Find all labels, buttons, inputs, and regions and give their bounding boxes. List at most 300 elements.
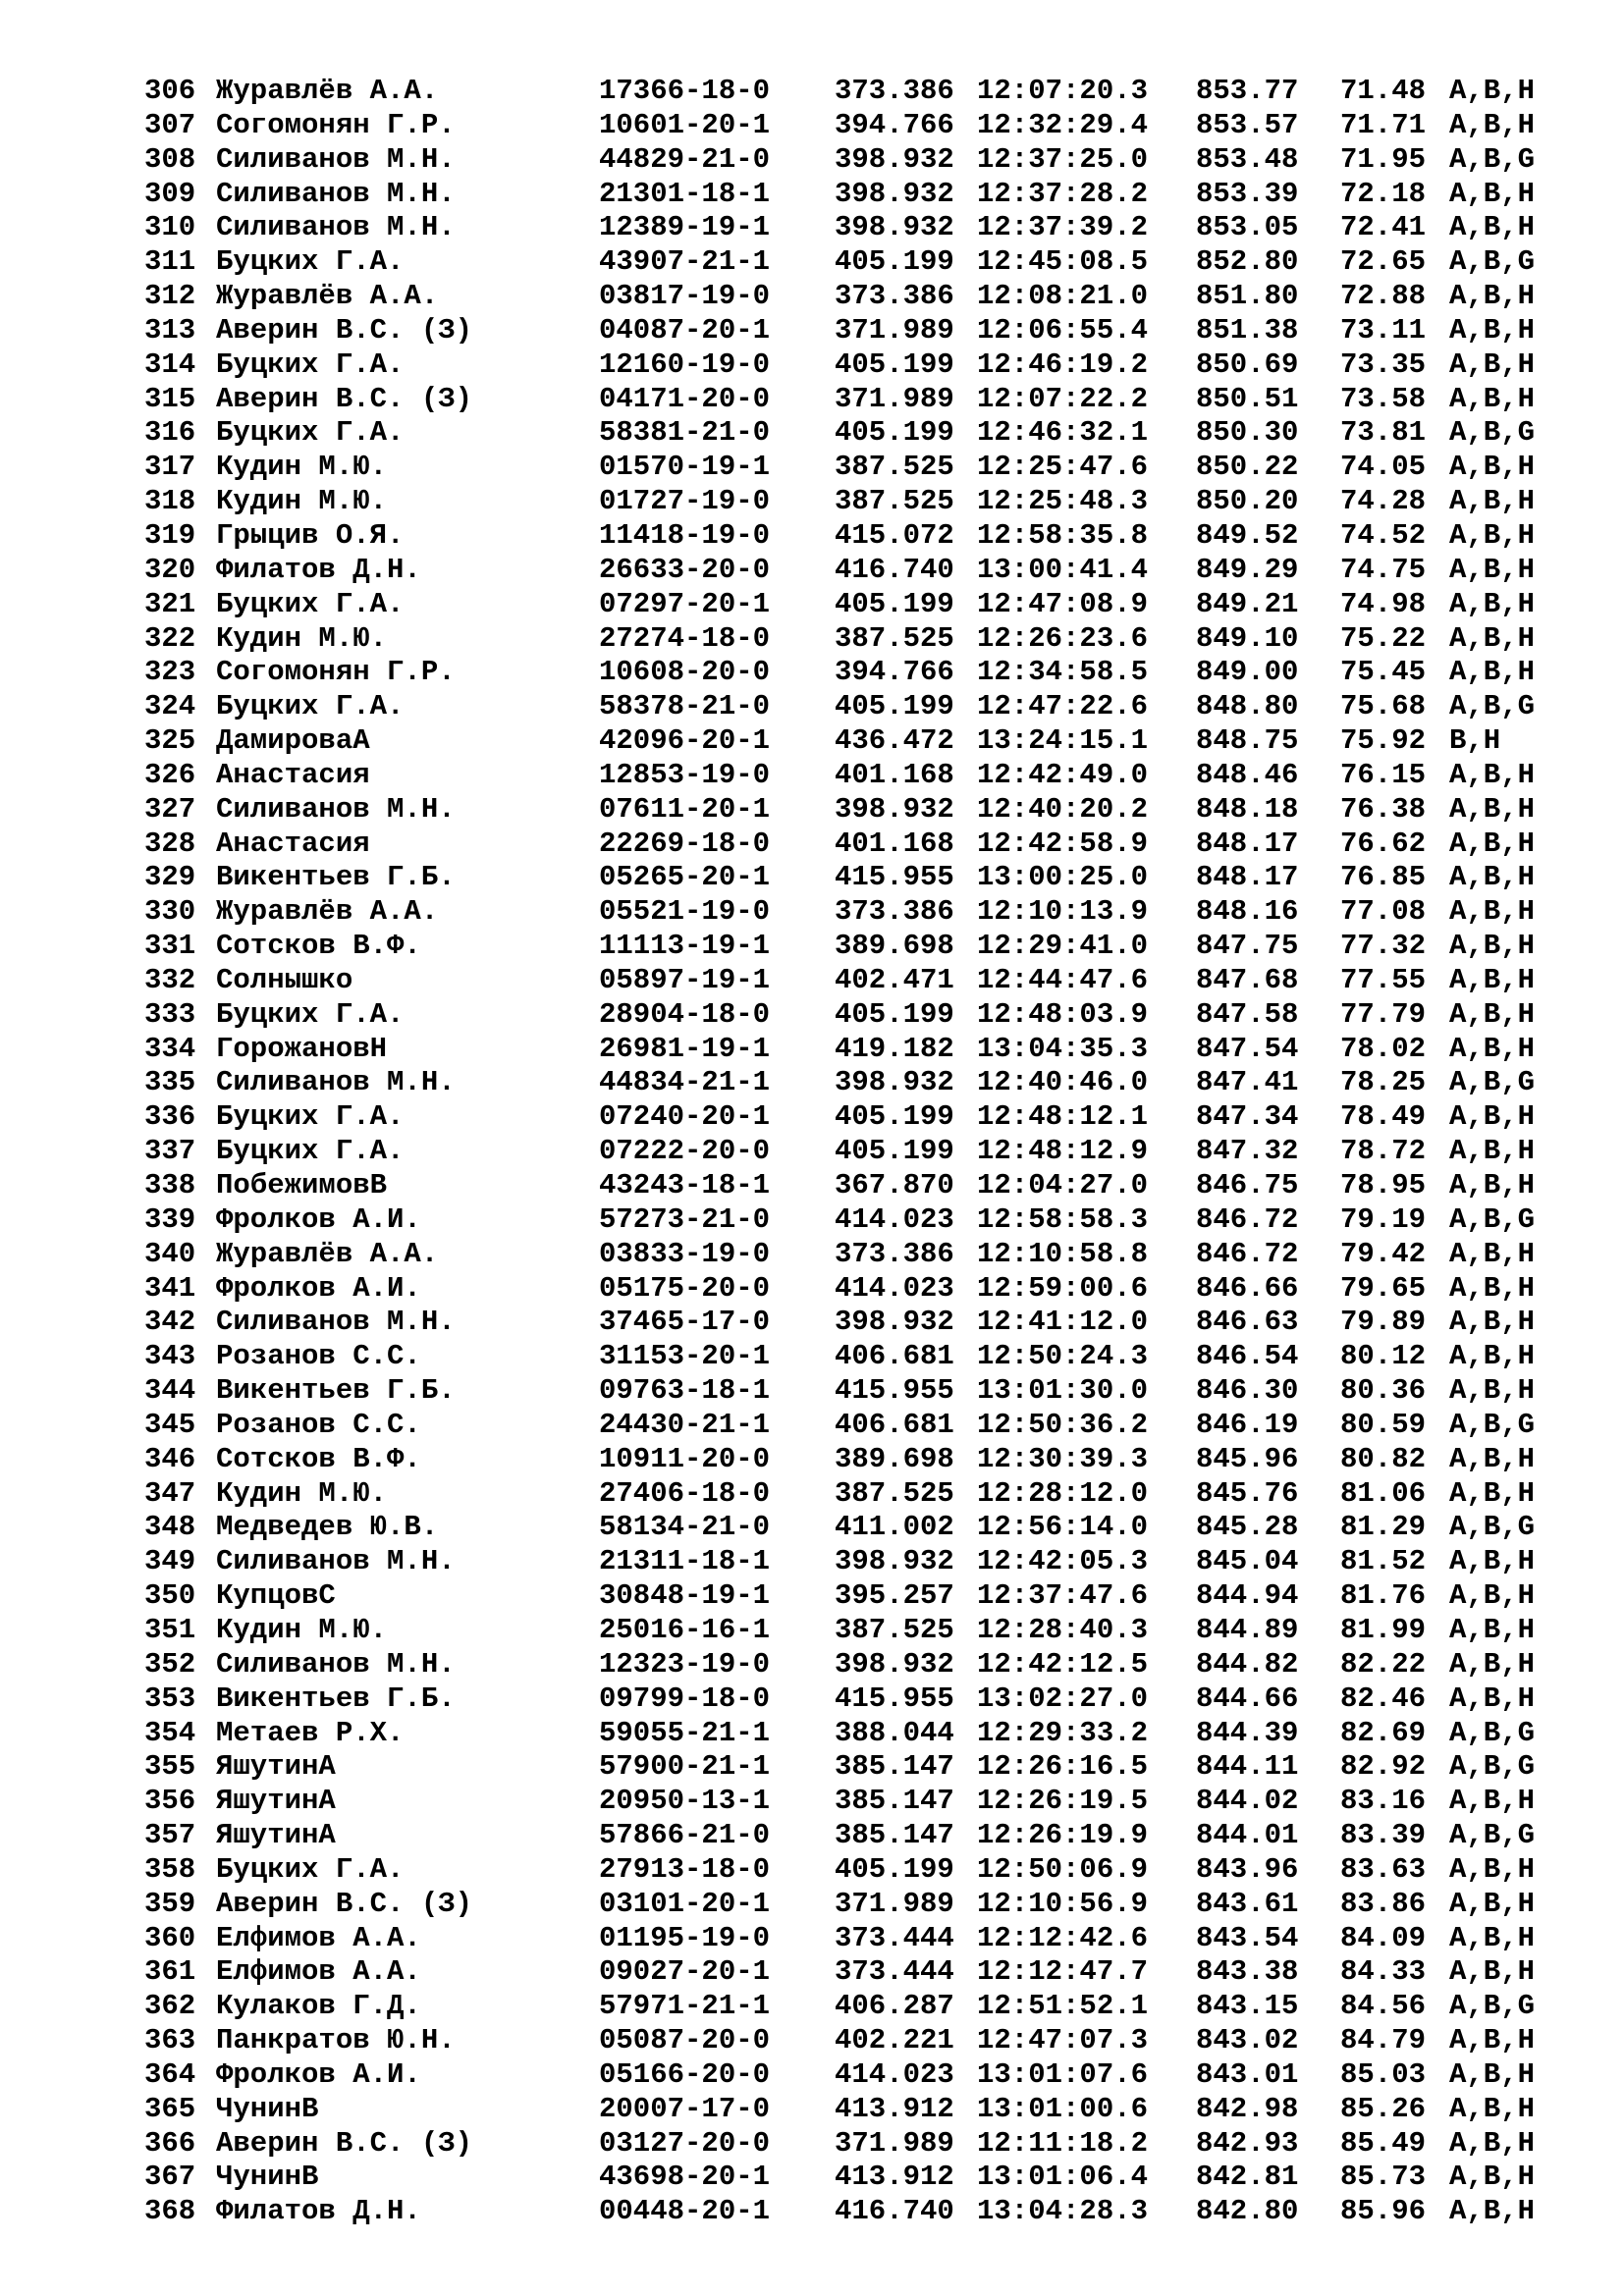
arrival-time-cell: 12:46:32.1 [977, 416, 1149, 450]
rank-cell: 354 [144, 1716, 196, 1749]
ring-number-cell: 20007-17-0 [599, 2092, 771, 2125]
ring-number-cell: 43907-21-1 [599, 245, 771, 279]
category-cell: A,B,H [1449, 1887, 1536, 1920]
fancier-name-cell: Розанов С.С. [216, 1408, 421, 1441]
ring-number-cell: 05265-20-1 [599, 861, 771, 894]
coefficient-cell: 76.62 [1340, 827, 1427, 860]
arrival-time-cell: 13:00:41.4 [977, 553, 1149, 586]
fancier-name-cell: Аверин В.С. (З) [216, 382, 473, 415]
result-row [144, 485, 1567, 519]
rank-cell: 310 [144, 211, 196, 244]
arrival-time-cell: 13:01:07.6 [977, 2057, 1149, 2091]
result-row [144, 895, 1567, 930]
arrival-time-cell: 12:42:58.9 [977, 827, 1149, 860]
fancier-name-cell: ПобежимовВ [216, 1169, 388, 1201]
ring-number-cell: 27913-18-0 [599, 1852, 771, 1886]
arrival-time-cell: 12:48:12.9 [977, 1135, 1149, 1168]
distance-cell: 387.525 [835, 1613, 954, 1646]
category-cell: A,B,H [1449, 1785, 1536, 1818]
distance-cell: 414.023 [835, 1202, 954, 1236]
arrival-time-cell: 13:04:35.3 [977, 1032, 1149, 1065]
speed-cell: 847.32 [1196, 1135, 1299, 1168]
arrival-time-cell: 12:26:23.6 [977, 621, 1149, 655]
category-cell: A,B,H [1449, 861, 1536, 894]
category-cell: A,B,H [1449, 2126, 1536, 2160]
rank-cell: 322 [144, 621, 196, 655]
rank-cell: 348 [144, 1511, 196, 1544]
rank-cell: 321 [144, 587, 196, 620]
coefficient-cell: 73.81 [1340, 416, 1427, 450]
fancier-name-cell: ЯшутинА [216, 1785, 336, 1818]
distance-cell: 388.044 [835, 1716, 954, 1749]
category-cell: A,B,H [1449, 1271, 1536, 1305]
fancier-name-cell: Филатов Д.Н. [216, 553, 421, 586]
result-row [144, 861, 1567, 895]
category-cell: A,B,G [1449, 1750, 1536, 1784]
ring-number-cell: 09799-18-0 [599, 1682, 771, 1715]
speed-cell: 848.46 [1196, 758, 1299, 791]
coefficient-cell: 84.09 [1340, 1921, 1427, 1954]
arrival-time-cell: 12:58:35.8 [977, 518, 1149, 552]
ring-number-cell: 24430-21-1 [599, 1408, 771, 1441]
coefficient-cell: 81.76 [1340, 1579, 1427, 1613]
distance-cell: 406.681 [835, 1408, 954, 1441]
distance-cell: 411.002 [835, 1511, 954, 1544]
fancier-name-cell: Аверин В.С. (З) [216, 2126, 473, 2160]
ring-number-cell: 05166-20-0 [599, 2057, 771, 2091]
coefficient-cell: 83.39 [1340, 1819, 1427, 1852]
category-cell: A,B,H [1449, 280, 1536, 313]
category-cell: B,H [1449, 724, 1501, 758]
speed-cell: 846.63 [1196, 1306, 1299, 1339]
coefficient-cell: 74.28 [1340, 485, 1427, 518]
coefficient-cell: 79.65 [1340, 1271, 1427, 1305]
category-cell: A,B,H [1449, 108, 1536, 141]
speed-cell: 843.38 [1196, 1955, 1299, 1989]
distance-cell: 405.199 [835, 1135, 954, 1168]
arrival-time-cell: 12:25:47.6 [977, 451, 1149, 484]
speed-cell: 844.02 [1196, 1785, 1299, 1818]
fancier-name-cell: ЧунинВ [216, 2161, 319, 2194]
fancier-name-cell: Силиванов М.Н. [216, 792, 456, 826]
arrival-time-cell: 12:50:24.3 [977, 1340, 1149, 1373]
category-cell: A,B,H [1449, 518, 1536, 552]
coefficient-cell: 82.22 [1340, 1647, 1427, 1681]
ring-number-cell: 27406-18-0 [599, 1476, 771, 1510]
arrival-time-cell: 12:37:25.0 [977, 142, 1149, 176]
fancier-name-cell: Сотсков В.Ф. [216, 930, 421, 963]
result-row [144, 1511, 1567, 1545]
speed-cell: 853.39 [1196, 177, 1299, 210]
distance-cell: 387.525 [835, 1476, 954, 1510]
rank-cell: 326 [144, 758, 196, 791]
speed-cell: 847.68 [1196, 963, 1299, 996]
ring-number-cell: 11113-19-1 [599, 930, 771, 963]
distance-cell: 387.525 [835, 621, 954, 655]
category-cell: A,B,H [1449, 656, 1536, 689]
result-row [144, 1272, 1567, 1307]
ring-number-cell: 12160-19-0 [599, 347, 771, 381]
distance-cell: 415.955 [835, 861, 954, 894]
arrival-time-cell: 13:04:28.3 [977, 2195, 1149, 2228]
ring-number-cell: 42096-20-1 [599, 724, 771, 758]
fancier-name-cell: Силиванов М.Н. [216, 1066, 456, 1099]
fancier-name-cell: Елфимов А.А. [216, 1955, 421, 1989]
speed-cell: 853.05 [1196, 211, 1299, 244]
speed-cell: 842.81 [1196, 2161, 1299, 2194]
rank-cell: 306 [144, 75, 196, 107]
distance-cell: 416.740 [835, 2195, 954, 2228]
result-row [144, 1374, 1567, 1409]
rank-cell: 316 [144, 416, 196, 450]
fancier-name-cell: Кудин М.Ю. [216, 1476, 388, 1510]
arrival-time-cell: 13:01:00.6 [977, 2092, 1149, 2125]
category-cell: A,B,H [1449, 1032, 1536, 1065]
coefficient-cell: 81.52 [1340, 1545, 1427, 1578]
distance-cell: 405.199 [835, 587, 954, 620]
result-row [144, 622, 1567, 657]
distance-cell: 415.955 [835, 1682, 954, 1715]
result-row [144, 690, 1567, 724]
speed-cell: 853.77 [1196, 75, 1299, 107]
distance-cell: 415.955 [835, 1374, 954, 1408]
arrival-time-cell: 12:26:16.5 [977, 1750, 1149, 1784]
coefficient-cell: 84.56 [1340, 1990, 1427, 2023]
coefficient-cell: 84.79 [1340, 2024, 1427, 2057]
speed-cell: 845.76 [1196, 1476, 1299, 1510]
result-row [144, 1203, 1567, 1238]
coefficient-cell: 76.15 [1340, 758, 1427, 791]
arrival-time-cell: 12:37:39.2 [977, 211, 1149, 244]
category-cell: A,B,H [1449, 1647, 1536, 1681]
ring-number-cell: 07297-20-1 [599, 587, 771, 620]
coefficient-cell: 75.45 [1340, 656, 1427, 689]
speed-cell: 846.75 [1196, 1169, 1299, 1201]
fancier-name-cell: Фролков А.И. [216, 1271, 421, 1305]
fancier-name-cell: Викентьев Г.Б. [216, 1374, 456, 1408]
coefficient-cell: 72.41 [1340, 211, 1427, 244]
fancier-name-cell: Филатов Д.Н. [216, 2195, 421, 2228]
rank-cell: 332 [144, 963, 196, 996]
coefficient-cell: 74.52 [1340, 518, 1427, 552]
result-row [144, 1443, 1567, 1477]
rank-cell: 311 [144, 245, 196, 279]
fancier-name-cell: Буцких Г.А. [216, 347, 405, 381]
category-cell: A,B,H [1449, 963, 1536, 996]
result-row [144, 451, 1567, 485]
rank-cell: 340 [144, 1237, 196, 1270]
distance-cell: 398.932 [835, 211, 954, 244]
arrival-time-cell: 12:10:56.9 [977, 1887, 1149, 1920]
fancier-name-cell: Согомонян Г.Р. [216, 656, 456, 689]
rank-cell: 334 [144, 1032, 196, 1065]
coefficient-cell: 75.92 [1340, 724, 1427, 758]
distance-cell: 398.932 [835, 142, 954, 176]
ring-number-cell: 21311-18-1 [599, 1545, 771, 1578]
coefficient-cell: 72.65 [1340, 245, 1427, 279]
fancier-name-cell: Буцких Г.А. [216, 1100, 405, 1134]
result-row [144, 211, 1567, 245]
coefficient-cell: 84.33 [1340, 1955, 1427, 1989]
coefficient-cell: 83.63 [1340, 1852, 1427, 1886]
rank-cell: 331 [144, 930, 196, 963]
distance-cell: 405.199 [835, 347, 954, 381]
category-cell: A,B,G [1449, 416, 1536, 450]
speed-cell: 849.29 [1196, 553, 1299, 586]
distance-cell: 371.989 [835, 382, 954, 415]
ring-number-cell: 05897-19-1 [599, 963, 771, 996]
ring-number-cell: 03817-19-0 [599, 280, 771, 313]
fancier-name-cell: ДамироваА [216, 724, 370, 758]
ring-number-cell: 09027-20-1 [599, 1955, 771, 1989]
result-row [144, 1614, 1567, 1648]
coefficient-cell: 75.22 [1340, 621, 1427, 655]
arrival-time-cell: 12:37:28.2 [977, 177, 1149, 210]
rank-cell: 338 [144, 1169, 196, 1201]
ring-number-cell: 57866-21-0 [599, 1819, 771, 1852]
distance-cell: 416.740 [835, 553, 954, 586]
speed-cell: 843.02 [1196, 2024, 1299, 2057]
category-cell: A,B,G [1449, 1819, 1536, 1852]
coefficient-cell: 83.16 [1340, 1785, 1427, 1818]
rank-cell: 307 [144, 108, 196, 141]
coefficient-cell: 79.89 [1340, 1306, 1427, 1339]
fancier-name-cell: Силиванов М.Н. [216, 1647, 456, 1681]
fancier-name-cell: Буцких Г.А. [216, 690, 405, 723]
ring-number-cell: 04171-20-0 [599, 382, 771, 415]
category-cell: A,B,H [1449, 2161, 1536, 2194]
result-row [144, 1066, 1567, 1100]
coefficient-cell: 74.05 [1340, 451, 1427, 484]
arrival-time-cell: 12:51:52.1 [977, 1990, 1149, 2023]
speed-cell: 848.17 [1196, 861, 1299, 894]
category-cell: A,B,H [1449, 758, 1536, 791]
ring-number-cell: 03127-20-0 [599, 2126, 771, 2160]
arrival-time-cell: 12:41:12.0 [977, 1306, 1149, 1339]
result-row [144, 828, 1567, 862]
rank-cell: 317 [144, 451, 196, 484]
result-row [144, 759, 1567, 793]
category-cell: A,B,H [1449, 347, 1536, 381]
speed-cell: 846.30 [1196, 1374, 1299, 1408]
ring-number-cell: 43698-20-1 [599, 2161, 771, 2194]
speed-cell: 847.41 [1196, 1066, 1299, 1099]
distance-cell: 414.023 [835, 2057, 954, 2091]
fancier-name-cell: Анастасия [216, 758, 370, 791]
rank-cell: 328 [144, 827, 196, 860]
speed-cell: 847.34 [1196, 1100, 1299, 1134]
ring-number-cell: 12323-19-0 [599, 1647, 771, 1681]
category-cell: A,B,H [1449, 895, 1536, 929]
distance-cell: 385.147 [835, 1750, 954, 1784]
fancier-name-cell: ЯшутинА [216, 1750, 336, 1784]
arrival-time-cell: 12:12:47.7 [977, 1955, 1149, 1989]
fancier-name-cell: Согомонян Г.Р. [216, 108, 456, 141]
speed-cell: 850.30 [1196, 416, 1299, 450]
category-cell: A,B,G [1449, 1066, 1536, 1099]
ring-number-cell: 17366-18-0 [599, 75, 771, 107]
result-row [144, 1238, 1567, 1272]
category-cell: A,B,H [1449, 1374, 1536, 1408]
speed-cell: 844.66 [1196, 1682, 1299, 1715]
rank-cell: 368 [144, 2195, 196, 2228]
ring-number-cell: 01195-19-0 [599, 1921, 771, 1954]
fancier-name-cell: Буцких Г.А. [216, 1852, 405, 1886]
fancier-name-cell: Елфимов А.А. [216, 1921, 421, 1954]
result-row [144, 1100, 1567, 1135]
ring-number-cell: 57971-21-1 [599, 1990, 771, 2023]
distance-cell: 405.199 [835, 416, 954, 450]
speed-cell: 846.54 [1196, 1340, 1299, 1373]
speed-cell: 845.28 [1196, 1511, 1299, 1544]
ring-number-cell: 00448-20-1 [599, 2195, 771, 2228]
arrival-time-cell: 12:42:12.5 [977, 1647, 1149, 1681]
arrival-time-cell: 12:37:47.6 [977, 1579, 1149, 1613]
rank-cell: 364 [144, 2057, 196, 2091]
result-row [144, 1717, 1567, 1751]
coefficient-cell: 83.86 [1340, 1887, 1427, 1920]
ring-number-cell: 01570-19-1 [599, 451, 771, 484]
fancier-name-cell: Кудин М.Ю. [216, 1613, 388, 1646]
rank-cell: 323 [144, 656, 196, 689]
result-row [144, 280, 1567, 314]
rank-cell: 324 [144, 690, 196, 723]
ring-number-cell: 28904-18-0 [599, 997, 771, 1031]
fancier-name-cell: Викентьев Г.Б. [216, 861, 456, 894]
category-cell: A,B,H [1449, 1613, 1536, 1646]
speed-cell: 846.66 [1196, 1271, 1299, 1305]
category-cell: A,B,H [1449, 211, 1536, 244]
result-row [144, 554, 1567, 588]
speed-cell: 849.10 [1196, 621, 1299, 655]
ring-number-cell: 21301-18-1 [599, 177, 771, 210]
fancier-name-cell: Журавлёв А.А. [216, 895, 439, 929]
result-row [144, 998, 1567, 1033]
distance-cell: 398.932 [835, 1066, 954, 1099]
distance-cell: 373.386 [835, 75, 954, 107]
arrival-time-cell: 12:29:41.0 [977, 930, 1149, 963]
arrival-time-cell: 12:12:42.6 [977, 1921, 1149, 1954]
arrival-time-cell: 12:40:20.2 [977, 792, 1149, 826]
arrival-time-cell: 13:24:15.1 [977, 724, 1149, 758]
category-cell: A,B,H [1449, 1852, 1536, 1886]
arrival-time-cell: 12:42:05.3 [977, 1545, 1149, 1578]
ring-number-cell: 37465-17-0 [599, 1306, 771, 1339]
coefficient-cell: 77.79 [1340, 997, 1427, 1031]
result-row [144, 1135, 1567, 1169]
arrival-time-cell: 12:50:36.2 [977, 1408, 1149, 1441]
rank-cell: 363 [144, 2024, 196, 2057]
result-row [144, 109, 1567, 143]
arrival-time-cell: 12:26:19.5 [977, 1785, 1149, 1818]
result-row [144, 314, 1567, 348]
distance-cell: 398.932 [835, 177, 954, 210]
distance-cell: 413.912 [835, 2161, 954, 2194]
coefficient-cell: 73.35 [1340, 347, 1427, 381]
fancier-name-cell: Кулаков Г.Д. [216, 1990, 421, 2023]
category-cell: A,B,G [1449, 1716, 1536, 1749]
distance-cell: 389.698 [835, 930, 954, 963]
category-cell: A,B,H [1449, 1169, 1536, 1201]
speed-cell: 844.89 [1196, 1613, 1299, 1646]
arrival-time-cell: 12:48:03.9 [977, 997, 1149, 1031]
category-cell: A,B,G [1449, 1990, 1536, 2023]
rank-cell: 346 [144, 1442, 196, 1475]
result-row [144, 2093, 1567, 2127]
coefficient-cell: 80.82 [1340, 1442, 1427, 1475]
rank-cell: 367 [144, 2161, 196, 2194]
distance-cell: 406.681 [835, 1340, 954, 1373]
distance-cell: 414.023 [835, 1271, 954, 1305]
speed-cell: 843.15 [1196, 1990, 1299, 2023]
fancier-name-cell: Панкратов Ю.Н. [216, 2024, 456, 2057]
fancier-name-cell: Силиванов М.Н. [216, 1545, 456, 1578]
coefficient-cell: 80.36 [1340, 1374, 1427, 1408]
speed-cell: 848.16 [1196, 895, 1299, 929]
category-cell: A,B,H [1449, 1921, 1536, 1954]
rank-cell: 342 [144, 1306, 196, 1339]
category-cell: A,B,H [1449, 1442, 1536, 1475]
rank-cell: 312 [144, 280, 196, 313]
fancier-name-cell: Кудин М.Ю. [216, 621, 388, 655]
fancier-name-cell: Медведев Ю.В. [216, 1511, 439, 1544]
arrival-time-cell: 12:56:14.0 [977, 1511, 1149, 1544]
fancier-name-cell: Грыцив О.Я. [216, 518, 405, 552]
rank-cell: 309 [144, 177, 196, 210]
result-row [144, 656, 1567, 690]
arrival-time-cell: 12:47:22.6 [977, 690, 1149, 723]
distance-cell: 405.199 [835, 1100, 954, 1134]
rank-cell: 308 [144, 142, 196, 176]
distance-cell: 373.386 [835, 280, 954, 313]
speed-cell: 850.22 [1196, 451, 1299, 484]
coefficient-cell: 79.19 [1340, 1202, 1427, 1236]
results-table [144, 75, 1567, 2229]
coefficient-cell: 78.02 [1340, 1032, 1427, 1065]
coefficient-cell: 78.95 [1340, 1169, 1427, 1201]
rank-cell: 314 [144, 347, 196, 381]
category-cell: A,B,H [1449, 485, 1536, 518]
rank-cell: 333 [144, 997, 196, 1031]
result-row [144, 1990, 1567, 2024]
result-row [144, 1922, 1567, 1956]
speed-cell: 846.72 [1196, 1202, 1299, 1236]
result-row [144, 1409, 1567, 1443]
ring-number-cell: 57900-21-1 [599, 1750, 771, 1784]
speed-cell: 845.96 [1196, 1442, 1299, 1475]
fancier-name-cell: Журавлёв А.А. [216, 75, 439, 107]
category-cell: A,B,G [1449, 690, 1536, 723]
speed-cell: 844.11 [1196, 1750, 1299, 1784]
rank-cell: 319 [144, 518, 196, 552]
arrival-time-cell: 12:46:19.2 [977, 347, 1149, 381]
fancier-name-cell: КупцовС [216, 1579, 336, 1613]
speed-cell: 844.82 [1196, 1647, 1299, 1681]
coefficient-cell: 71.48 [1340, 75, 1427, 107]
ring-number-cell: 10608-20-0 [599, 656, 771, 689]
fancier-name-cell: ГорожановН [216, 1032, 388, 1065]
distance-cell: 405.199 [835, 690, 954, 723]
fancier-name-cell: Аверин В.С. (З) [216, 313, 473, 347]
ring-number-cell: 12853-19-0 [599, 758, 771, 791]
ring-number-cell: 44829-21-0 [599, 142, 771, 176]
ring-number-cell: 25016-16-1 [599, 1613, 771, 1646]
coefficient-cell: 71.71 [1340, 108, 1427, 141]
result-row [144, 1853, 1567, 1888]
ring-number-cell: 07222-20-0 [599, 1135, 771, 1168]
distance-cell: 398.932 [835, 1647, 954, 1681]
arrival-time-cell: 12:07:20.3 [977, 75, 1149, 107]
